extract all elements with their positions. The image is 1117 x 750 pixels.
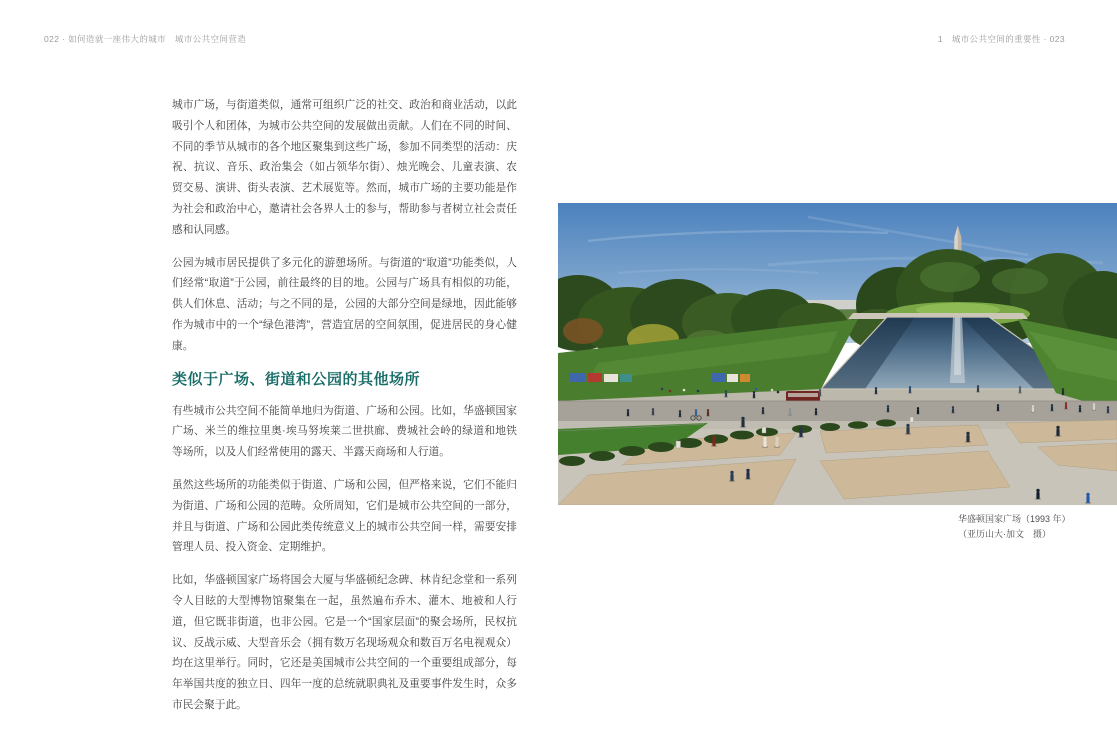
plaza bbox=[558, 417, 1117, 505]
photo-caption-line1: 华盛顿国家广场（1993 年） bbox=[958, 514, 1071, 524]
photo-caption bbox=[958, 512, 1071, 542]
running-head-left: 022 · 如何造就一座伟大的城市 城市公共空间营造 bbox=[44, 34, 247, 44]
paragraph: 虽然这些场所的功能类似于街道、广场和公园，但严格来说，它们不能归为街道、广场和公园的范畴。众所周知，它们是城市公共空间的一部分，并且与街道、广场和公园此类传统意义上的城市公共空间一样，需要安排管理人员、投入资金、定期维护。 bbox=[172, 478, 517, 554]
body-text-column bbox=[172, 95, 517, 728]
section-heading: 类似于广场、街道和公园的其他场所 bbox=[172, 370, 421, 388]
photo-caption-line2: （亚历山大·加文 摄） bbox=[958, 529, 1051, 539]
paragraph: 公园为城市居民提供了多元化的游憩场所。与街道的“取道”功能类似，人们经常“取道”于公园，前往最终的目的地。公园与广场具有相似的功能，供人们休息、活动；与之不同的是，公园的大部分空间是绿地，因此能够作为城市中的一个“绿色港湾”，营造宜居的空间氛围，促进居民的身心健康。 bbox=[172, 256, 517, 352]
running-head-right: 1 城市公共空间的重要性 · 023 bbox=[937, 34, 1065, 44]
photo-illustration bbox=[558, 203, 1117, 505]
paragraph: 城市广场，与街道类似，通常可组织广泛的社交、政治和商业活动，以此吸引个人和团体，为城市公共空间的发展做出贡献。人们在不同的时间、不同的季节从城市的各个地区聚集到这些广场，参加不同类型的活动：庆祝、抗议、音乐、政治集会（如占领华尔街）、烛光晚会、儿童表演、农贸交易、演讲、街头表演、艺术展览等。然而，城市广场的主要功能是作为社会和政治中心，邀请社会各界人士的参与，帮助参与者树立社会责任感和认同感。 bbox=[172, 99, 517, 236]
paragraph: 比如，华盛顿国家广场将国会大厦与华盛顿纪念碑、林肯纪念堂和一系列令人目眩的大型博物馆聚集在一起，虽然遍布乔木、灌木、地被和人行道，但它既非街道，也非公园。它是一个“国家层面”的聚会场所，民权抗议、反战示威、大型音乐会（拥有数万名现场观众和数百万名电视观众）均在这里举行。同时，它还是美国城市公共空间的一个重要组成部分，每年举国共度的独立日、四年一度的总统就职典礼及重要事件发生时，众多市民会聚于此。 bbox=[172, 574, 517, 711]
paragraph: 有些城市公共空间不能简单地归为街道、广场和公园。比如，华盛顿国家广场、米兰的维拉里奥·埃马努埃莱二世拱廊、费城社会岭的绿道和地铁等场所，以及人们经常使用的露天、半露天商场和人行道。 bbox=[172, 404, 517, 459]
section-paragraphs bbox=[172, 401, 517, 716]
photo-washington-national-mall bbox=[558, 203, 1117, 505]
intro-paragraphs bbox=[172, 95, 517, 357]
